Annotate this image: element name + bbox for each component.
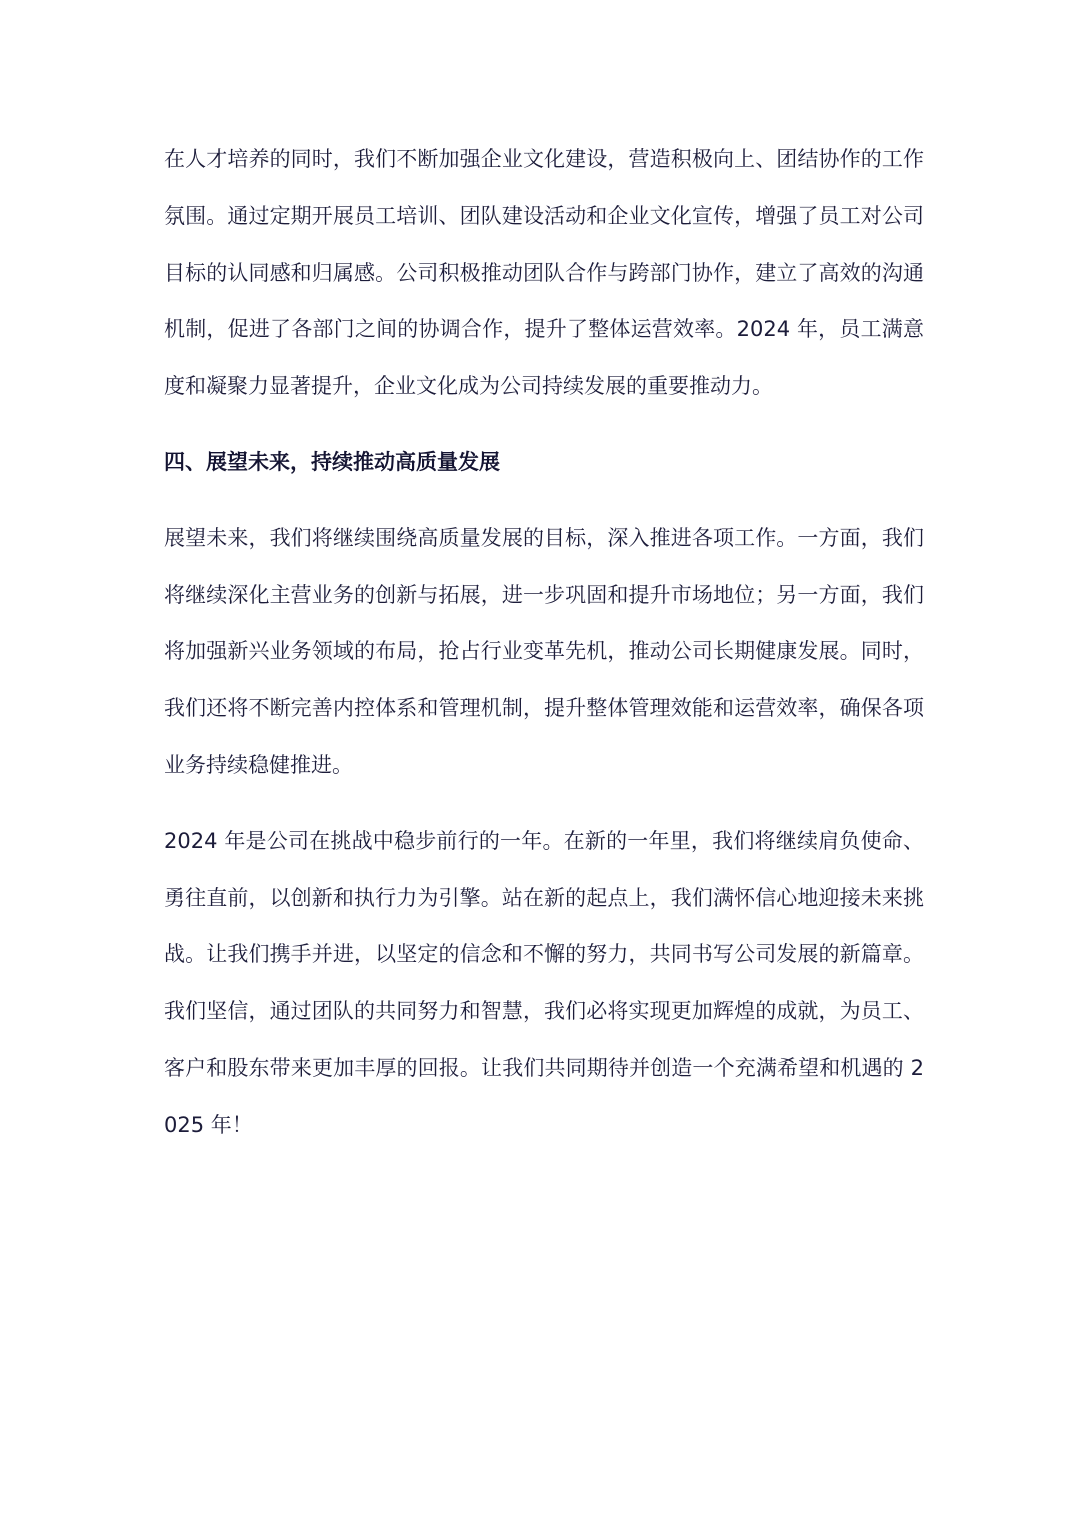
paragraph-closing: 2024 年是公司在挑战中稳步前行的一年。在新的一年里，我们将继续肩负使命、勇往直前，以创新和执行力为引擎。站在新的起点上，我们满怀信心地迎接未来挑战。让我们携手并进，以坚定的信念和不懈的努力，共同书写公司发展的新篇章。我们坚信，通过团队的共同努力和智慧，我们必将实现更加辉煌的成就，为员工、客户和股东带来更加丰厚的回报。让我们共同期待并创造一个充满希望和机遇的 2025 年！ <box>164 828 924 1137</box>
section-heading: 四、展望未来，持续推动高质量发展 <box>164 449 500 474</box>
paragraph-outlook: 展望未来，我们将继续围绕高质量发展的目标，深入推进各项工作。一方面，我们将继续深化主营业务的创新与拓展，进一步巩固和提升市场地位；另一方面，我们将加强新兴业务领域的布局，抢占行业变革先机，推动公司长期健康发展。同时，我们还将不断完善内控体系和管理机制，提升整体管理效能和运营效率，确保各项业务持续稳健推进。 <box>164 525 924 777</box>
document-body <box>164 131 924 1154</box>
paragraph-culture: 在人才培养的同时，我们不断加强企业文化建设，营造积极向上、团结协作的工作氛围。通过定期开展员工培训、团队建设活动和企业文化宣传，增强了员工对公司目标的认同感和归属感。公司积极推动团队合作与跨部门协作，建立了高效的沟通机制，促进了各部门之间的协调合作，提升了整体运营效率。2024 年，员工满意度和凝聚力显著提升，企业文化成为公司持续发展的重要推动力。 <box>164 147 924 399</box>
